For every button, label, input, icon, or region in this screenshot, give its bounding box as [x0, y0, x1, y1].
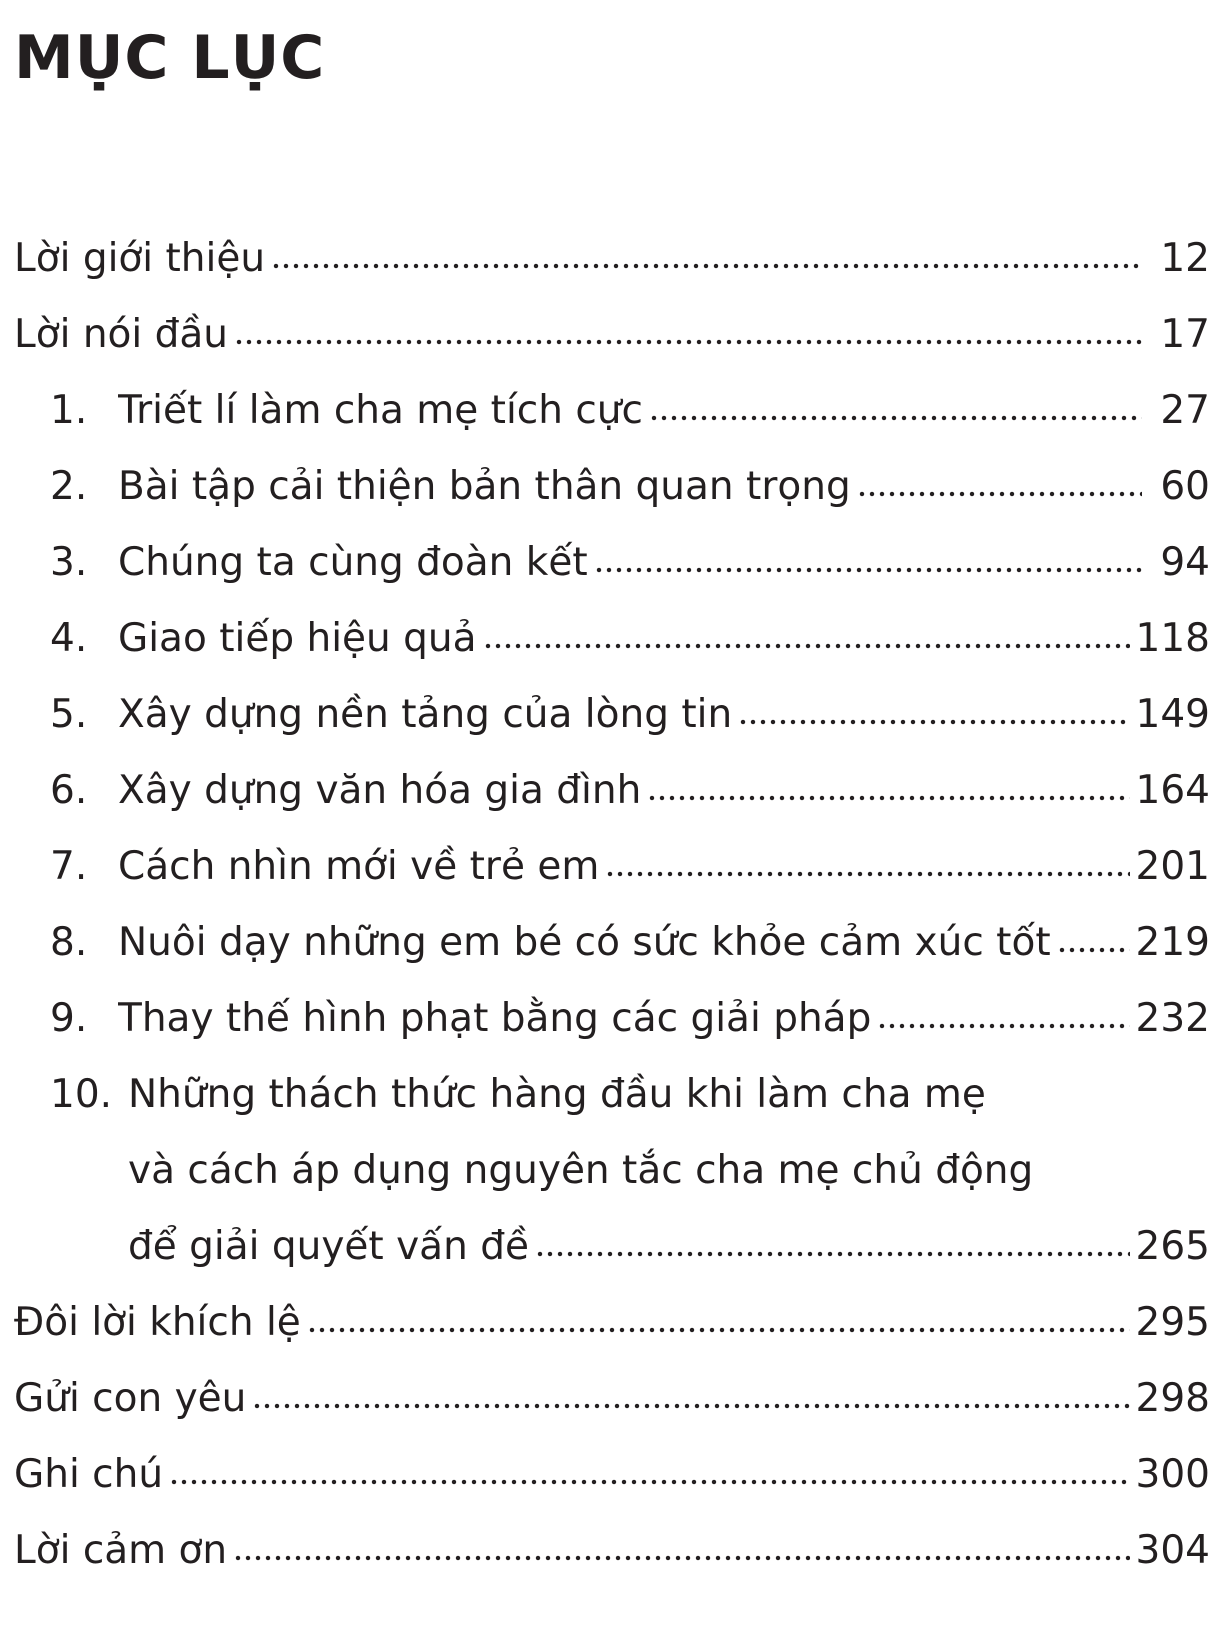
toc-entry-line [50, 1057, 1210, 1133]
toc-entry-page: 60 [1160, 464, 1210, 509]
toc-entry-line [50, 1133, 1210, 1209]
dot-leader [307, 1325, 1130, 1335]
toc-entry-label: Gửi con yêu [14, 1376, 247, 1421]
toc-entry-page: 94 [1160, 540, 1210, 585]
toc-entry-label: Lời nói đầu [14, 312, 229, 357]
chapter-number: 10. [50, 1072, 113, 1117]
toc-entry-label: Giao tiếp hiệu quả [118, 616, 477, 661]
toc-entry-label: Triết lí làm cha mẹ tích cực [118, 388, 643, 433]
chapter-number: 9. [50, 996, 88, 1041]
toc-entry-label: Đôi lời khích lệ [14, 1300, 301, 1345]
chapter-number: 4. [50, 616, 88, 661]
toc-entry-label-line-1: Những thách thức hàng đầu khi làm cha mẹ [128, 1072, 986, 1117]
table-of-contents [14, 221, 1210, 1589]
toc-entry-label: Cách nhìn mới về trẻ em [118, 844, 600, 889]
toc-entry-label: Chúng ta cùng đoàn kết [118, 540, 588, 585]
toc-entry-label: Lời giới thiệu [14, 236, 266, 281]
chapter-number: 7. [50, 844, 88, 889]
dot-leader [252, 1401, 1129, 1411]
toc-entry-intro[interactable] [14, 221, 1210, 297]
toc-entry-chapter-1[interactable] [14, 373, 1210, 449]
toc-entry-page: 295 [1135, 1300, 1210, 1345]
toc-entry-label-line-2: và cách áp dụng nguyên tắc cha mẹ chủ động [128, 1148, 1034, 1193]
dot-leader [234, 337, 1142, 347]
dot-leader [535, 1249, 1130, 1259]
toc-entry-chapter-6[interactable] [14, 753, 1210, 829]
toc-entry-page: 201 [1135, 844, 1210, 889]
toc-entry-page: 265 [1135, 1224, 1210, 1269]
dot-leader [594, 565, 1142, 575]
toc-entry-label: Xây dựng nền tảng của lòng tin [118, 692, 733, 737]
toc-entry-line [50, 1209, 1210, 1285]
dot-leader [483, 641, 1130, 651]
chapter-number: 1. [50, 388, 88, 433]
toc-entry-chapter-9[interactable] [14, 981, 1210, 1057]
dot-leader [647, 793, 1129, 803]
toc-entry-letter[interactable] [14, 1361, 1210, 1437]
dot-leader [738, 717, 1129, 727]
toc-entry-chapter-8[interactable] [14, 905, 1210, 981]
dot-leader [649, 413, 1142, 423]
dot-leader [877, 1021, 1129, 1031]
dot-leader [605, 869, 1129, 879]
toc-entry-label: Thay thế hình phạt bằng các giải pháp [118, 996, 872, 1041]
toc-entry-page: 164 [1135, 768, 1210, 813]
toc-entry-page: 12 [1160, 236, 1210, 281]
toc-entry-page: 219 [1135, 920, 1210, 965]
toc-entry-page: 298 [1135, 1376, 1210, 1421]
dot-leader [271, 261, 1142, 271]
toc-entry-label: Bài tập cải thiện bản thân quan trọng [118, 464, 851, 509]
toc-entry-page: 149 [1135, 692, 1210, 737]
chapter-number: 6. [50, 768, 88, 813]
dot-leader [857, 489, 1142, 499]
toc-entry-label-line-3: để giải quyết vấn đề [128, 1224, 529, 1269]
toc-entry-chapter-2[interactable] [14, 449, 1210, 525]
toc-entry-page: 17 [1160, 312, 1210, 357]
toc-entry-page: 27 [1160, 388, 1210, 433]
page-title: MỤC LỤC [14, 23, 326, 93]
toc-entry-label: Ghi chú [14, 1452, 164, 1497]
toc-entry-page: 304 [1135, 1528, 1210, 1573]
dot-leader [169, 1477, 1129, 1487]
toc-entry-chapter-10[interactable] [14, 1057, 1210, 1285]
toc-entry-encouragement[interactable] [14, 1285, 1210, 1361]
toc-entry-notes[interactable] [14, 1437, 1210, 1513]
chapter-number: 8. [50, 920, 88, 965]
toc-entry-chapter-5[interactable] [14, 677, 1210, 753]
dot-leader [1057, 945, 1130, 955]
toc-entry-label: Nuôi dạy những em bé có sức khỏe cảm xúc tốt [118, 920, 1051, 965]
toc-entry-preface[interactable] [14, 297, 1210, 373]
toc-entry-chapter-4[interactable] [14, 601, 1210, 677]
toc-entry-chapter-3[interactable] [14, 525, 1210, 601]
chapter-number: 5. [50, 692, 88, 737]
toc-entry-label: Xây dựng văn hóa gia đình [118, 768, 642, 813]
toc-entry-page: 232 [1135, 996, 1210, 1041]
toc-entry-page: 300 [1135, 1452, 1210, 1497]
chapter-number: 3. [50, 540, 88, 585]
toc-entry-chapter-7[interactable] [14, 829, 1210, 905]
toc-entry-label: Lời cảm ơn [14, 1528, 228, 1573]
chapter-number: 2. [50, 464, 88, 509]
toc-entry-acknowledgements[interactable] [14, 1513, 1210, 1589]
toc-entry-page: 118 [1135, 616, 1210, 661]
dot-leader [233, 1553, 1129, 1563]
